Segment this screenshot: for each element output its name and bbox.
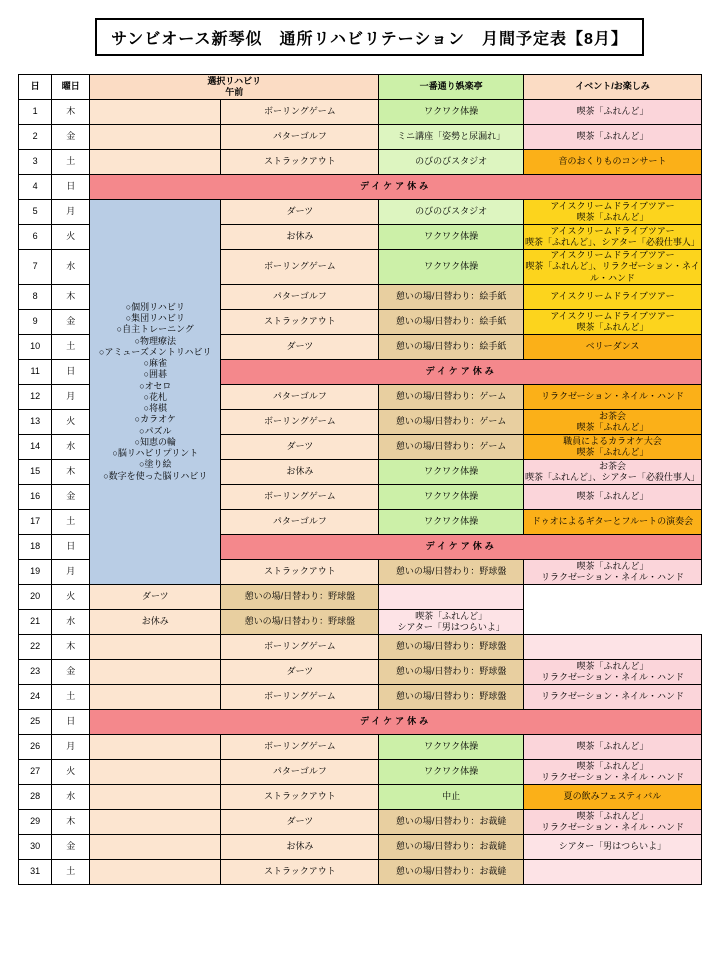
cell-am-activity: ストラックアウト [221, 859, 379, 884]
cell-event [379, 584, 524, 609]
cell-day: 2 [19, 125, 52, 150]
cell-selection-empty [90, 634, 221, 659]
header-event: イベント/お楽しみ [523, 75, 701, 100]
selection-rehab-item[interactable]: ○脳リハビリプリント [112, 448, 199, 459]
selection-rehab-item[interactable]: ○塗り絵 [139, 459, 172, 470]
cell-dow: 土 [52, 334, 90, 359]
cell-dow: 月 [52, 200, 90, 225]
cell-selection-empty [90, 100, 221, 125]
cell-event [523, 634, 701, 659]
selection-rehab-item[interactable]: ○パズル [139, 425, 172, 436]
cell-rest-label: デイケア休み [90, 175, 702, 200]
selection-rehab-item[interactable]: ○将棋 [143, 403, 168, 414]
cell-ongaku: ミニ講座「姿勢と尿漏れ」 [379, 125, 524, 150]
cell-am-activity: ダーツ [221, 659, 379, 684]
table-row [19, 659, 702, 684]
selection-rehab-item[interactable]: ○知恵の輪 [134, 436, 177, 447]
table-row [19, 834, 702, 859]
table-row [19, 634, 702, 659]
cell-dow: 水 [52, 609, 90, 634]
table-row [19, 175, 702, 200]
cell-event: 音のおくりものコンサート [523, 150, 701, 175]
cell-am-activity: ボーリングゲーム [221, 250, 379, 285]
cell-ongaku: ワクワク体操 [379, 250, 524, 285]
cell-dow: 水 [52, 784, 90, 809]
cell-day: 11 [19, 359, 52, 384]
header-selection-rehab-line2: 午前 [225, 87, 244, 97]
cell-event: 喫茶「ふれんど」 [523, 125, 701, 150]
cell-event: 夏の飲みフェスティバル [523, 784, 701, 809]
cell-event: アイスクリームドライブツアー 喫茶「ふれんど」 [523, 309, 701, 334]
table-row [19, 784, 702, 809]
schedule-body [19, 100, 702, 885]
cell-am-activity: パターゴルフ [221, 384, 379, 409]
selection-rehab-item[interactable]: ○個別リハビリ [125, 301, 185, 312]
cell-event: 喫茶「ふれんど」 [523, 100, 701, 125]
page-title-box [95, 18, 644, 56]
cell-event: 喫茶「ふれんど」 リラクゼーション・ネイル・ハンド [523, 809, 701, 834]
cell-day: 1 [19, 100, 52, 125]
cell-dow: 金 [52, 484, 90, 509]
cell-am-activity: ダーツ [221, 200, 379, 225]
table-row [19, 759, 702, 784]
cell-ongaku: ワクワク体操 [379, 225, 524, 250]
cell-ongaku: 憩いの場/日替わり：絵手紙 [379, 309, 524, 334]
cell-event: アイスクリームドライブツアー 喫茶「ふれんど」、シアター「必殺仕事人」 [523, 225, 701, 250]
cell-am-activity: パターゴルフ [221, 125, 379, 150]
cell-ongaku: ワクワク体操 [379, 484, 524, 509]
cell-dow: 月 [52, 559, 90, 584]
cell-ongaku: 憩いの場/日替わり：野球盤 [379, 659, 524, 684]
cell-am-activity: ストラックアウト [221, 784, 379, 809]
selection-rehab-item[interactable]: ○オセロ [139, 380, 172, 391]
cell-event: アイスクリームドライブツアー 喫茶「ふれんど」 [523, 200, 701, 225]
cell-selection-empty [90, 759, 221, 784]
cell-am-activity: ストラックアウト [221, 559, 379, 584]
cell-ongaku: 憩いの場/日替わり：絵手紙 [379, 334, 524, 359]
header-dow: 曜日 [52, 75, 90, 100]
cell-day: 27 [19, 759, 52, 784]
cell-ongaku: 憩いの場/日替わり：野球盤 [379, 684, 524, 709]
cell-am-activity: ストラックアウト [221, 309, 379, 334]
table-row [19, 859, 702, 884]
cell-day: 26 [19, 734, 52, 759]
cell-day: 6 [19, 225, 52, 250]
header-ongaku: 一番通り娯楽亭 [379, 75, 524, 100]
cell-day: 19 [19, 559, 52, 584]
cell-am-activity: ダーツ [221, 334, 379, 359]
selection-rehab-item[interactable]: ○花札 [143, 391, 168, 402]
cell-dow: 水 [52, 250, 90, 285]
cell-dow: 水 [52, 434, 90, 459]
cell-selection-empty [90, 809, 221, 834]
cell-dow: 月 [52, 734, 90, 759]
cell-ongaku: 憩いの場/日替わり：野球盤 [221, 584, 379, 609]
table-header-row [19, 75, 702, 100]
cell-dow: 土 [52, 859, 90, 884]
table-row [19, 734, 702, 759]
cell-am-activity: ダーツ [221, 434, 379, 459]
cell-ongaku: 憩いの場/日替わり：ゲーム [379, 409, 524, 434]
cell-day: 21 [19, 609, 52, 634]
cell-dow: 金 [52, 834, 90, 859]
cell-selection-empty [90, 684, 221, 709]
cell-am-activity: ボーリングゲーム [221, 684, 379, 709]
cell-day: 24 [19, 684, 52, 709]
header-selection-rehab [90, 75, 379, 100]
cell-dow: 木 [52, 809, 90, 834]
table-row [19, 584, 702, 609]
cell-day: 29 [19, 809, 52, 834]
cell-ongaku: 憩いの場/日替わり：絵手紙 [379, 284, 524, 309]
cell-ongaku: ワクワク体操 [379, 759, 524, 784]
cell-day: 8 [19, 284, 52, 309]
cell-day: 13 [19, 409, 52, 434]
cell-day: 25 [19, 709, 52, 734]
selection-rehab-item[interactable]: ○囲碁 [143, 369, 168, 380]
cell-selection-empty [90, 859, 221, 884]
cell-dow: 木 [52, 100, 90, 125]
selection-rehab-item[interactable]: ○集団リハビリ [125, 313, 185, 324]
cell-ongaku: 憩いの場/日替わり：お裁縫 [379, 809, 524, 834]
cell-ongaku: ワクワク体操 [379, 459, 524, 484]
cell-day: 15 [19, 459, 52, 484]
cell-dow: 月 [52, 384, 90, 409]
selection-rehab-item[interactable]: ○カラオケ [134, 414, 176, 425]
cell-selection-empty [90, 150, 221, 175]
cell-day: 28 [19, 784, 52, 809]
selection-rehab-item[interactable]: ○数字を使った脳リハビリ [103, 470, 208, 481]
table-row [19, 100, 702, 125]
cell-ongaku: ワクワク体操 [379, 509, 524, 534]
header-day: 日 [19, 75, 52, 100]
cell-dow: 火 [52, 409, 90, 434]
cell-dow: 金 [52, 309, 90, 334]
cell-event: 職員によるカラオケ大会 喫茶「ふれんど」 [523, 434, 701, 459]
cell-am-activity: ボーリングゲーム [221, 409, 379, 434]
cell-event: 喫茶「ふれんど」 リラクゼーション・ネイル・ハンド [523, 759, 701, 784]
selection-rehab-menu [90, 200, 221, 585]
cell-day: 17 [19, 509, 52, 534]
cell-am-activity: お休み [221, 225, 379, 250]
cell-dow: 日 [52, 359, 90, 384]
cell-am-activity: ストラックアウト [221, 150, 379, 175]
cell-ongaku: 憩いの場/日替わり：野球盤 [379, 559, 524, 584]
selection-rehab-item[interactable]: ○アミューズメントリハビリ [99, 346, 212, 357]
cell-day: 5 [19, 200, 52, 225]
cell-am-activity: ボーリングゲーム [221, 634, 379, 659]
cell-dow: 火 [52, 759, 90, 784]
cell-am-activity: ダーツ [221, 809, 379, 834]
table-row [19, 125, 702, 150]
cell-day: 4 [19, 175, 52, 200]
cell-day: 23 [19, 659, 52, 684]
cell-dow: 木 [52, 634, 90, 659]
cell-event: 喫茶「ふれんど」 リラクゼーション・ネイル・ハンド [523, 559, 701, 584]
schedule-table [18, 74, 702, 885]
cell-dow: 火 [52, 225, 90, 250]
cell-day: 14 [19, 434, 52, 459]
cell-day: 22 [19, 634, 52, 659]
cell-am-activity: ダーツ [90, 584, 221, 609]
cell-selection-empty [90, 784, 221, 809]
cell-am-activity: ボーリングゲーム [221, 100, 379, 125]
cell-day: 3 [19, 150, 52, 175]
cell-day: 12 [19, 384, 52, 409]
cell-day: 9 [19, 309, 52, 334]
cell-event: アイスクリームドライブツアー 喫茶「ふれんど」、リラクゼーション・ネイル・ハンド [525, 250, 700, 283]
table-row [19, 684, 702, 709]
page-title: サンビオース新琴似 通所リハビリテーション 月間予定表【8月】 [111, 30, 628, 48]
selection-rehab-item[interactable]: ○自主トレーニング [116, 324, 194, 335]
cell-ongaku: 憩いの場/日替わり：お裁縫 [379, 859, 524, 884]
cell-ongaku: 憩いの場/日替わり：野球盤 [221, 609, 379, 634]
cell-event: ドゥオによるギターとフルートの演奏会 [523, 509, 701, 534]
cell-ongaku: ワクワク体操 [379, 734, 524, 759]
cell-dow: 金 [52, 659, 90, 684]
cell-day: 18 [19, 534, 52, 559]
header-selection-rehab-line1: 選択リハビリ [207, 75, 262, 86]
selection-rehab-item[interactable]: ○麻雀 [143, 358, 168, 369]
cell-am-activity: ボーリングゲーム [221, 484, 379, 509]
cell-selection-empty [90, 125, 221, 150]
cell-event: アイスクリームドライブツアー [523, 284, 701, 309]
cell-event: 喫茶「ふれんど」 [523, 484, 701, 509]
cell-rest-label: デイケア休み [221, 359, 702, 384]
cell-dow: 火 [52, 584, 90, 609]
cell-event: リラクゼーション・ネイル・ハンド [523, 684, 701, 709]
table-row [19, 150, 702, 175]
cell-day: 16 [19, 484, 52, 509]
cell-day: 31 [19, 859, 52, 884]
cell-event: リラクゼーション・ネイル・ハンド [523, 384, 701, 409]
cell-dow: 土 [52, 509, 90, 534]
cell-ongaku: 憩いの場/日替わり：野球盤 [379, 634, 524, 659]
cell-selection-empty [90, 734, 221, 759]
cell-am-activity: パターゴルフ [221, 284, 379, 309]
table-row [19, 809, 702, 834]
cell-am-activity: パターゴルフ [221, 759, 379, 784]
cell-dow: 木 [52, 284, 90, 309]
cell-ongaku: 憩いの場/日替わり：お裁縫 [379, 834, 524, 859]
table-row [19, 709, 702, 734]
cell-selection-empty [90, 834, 221, 859]
cell-am-activity: ボーリングゲーム [221, 734, 379, 759]
cell-dow: 土 [52, 150, 90, 175]
cell-ongaku: 憩いの場/日替わり：ゲーム [379, 434, 524, 459]
cell-event [523, 859, 701, 884]
cell-day: 7 [19, 250, 52, 285]
cell-selection-empty [90, 659, 221, 684]
cell-rest-label: デイケア休み [221, 534, 702, 559]
cell-ongaku: ワクワク体操 [379, 100, 524, 125]
cell-day: 30 [19, 834, 52, 859]
cell-event: シアター「男はつらいよ」 [523, 834, 701, 859]
cell-dow: 金 [52, 125, 90, 150]
cell-dow: 日 [52, 709, 90, 734]
cell-event: お茶会 喫茶「ふれんど」 [523, 409, 701, 434]
cell-ongaku: のびのびスタジオ [379, 200, 524, 225]
table-row [19, 609, 702, 634]
cell-day: 20 [19, 584, 52, 609]
selection-rehab-item[interactable]: ○物理療法 [134, 335, 177, 346]
table-row [19, 200, 702, 225]
cell-dow: 土 [52, 684, 90, 709]
cell-dow: 日 [52, 534, 90, 559]
cell-am-activity: パターゴルフ [221, 509, 379, 534]
cell-am-activity: お休み [221, 459, 379, 484]
cell-ongaku: 中止 [379, 784, 524, 809]
cell-event: 喫茶「ふれんど」 リラクゼーション・ネイル・ハンド [523, 659, 701, 684]
cell-day: 10 [19, 334, 52, 359]
cell-am-activity: お休み [221, 834, 379, 859]
cell-event: ベリーダンス [523, 334, 701, 359]
cell-event: 喫茶「ふれんど」 シアター「男はつらいよ」 [379, 609, 524, 634]
cell-rest-label: デイケア休み [90, 709, 702, 734]
cell-ongaku: 憩いの場/日替わり：ゲーム [379, 384, 524, 409]
cell-dow: 日 [52, 175, 90, 200]
cell-event: 喫茶「ふれんど」 [523, 734, 701, 759]
cell-am-activity: お休み [90, 609, 221, 634]
cell-event: お茶会 喫茶「ふれんど」、シアター「必殺仕事人」 [523, 459, 701, 484]
cell-ongaku: のびのびスタジオ [379, 150, 524, 175]
cell-dow: 木 [52, 459, 90, 484]
